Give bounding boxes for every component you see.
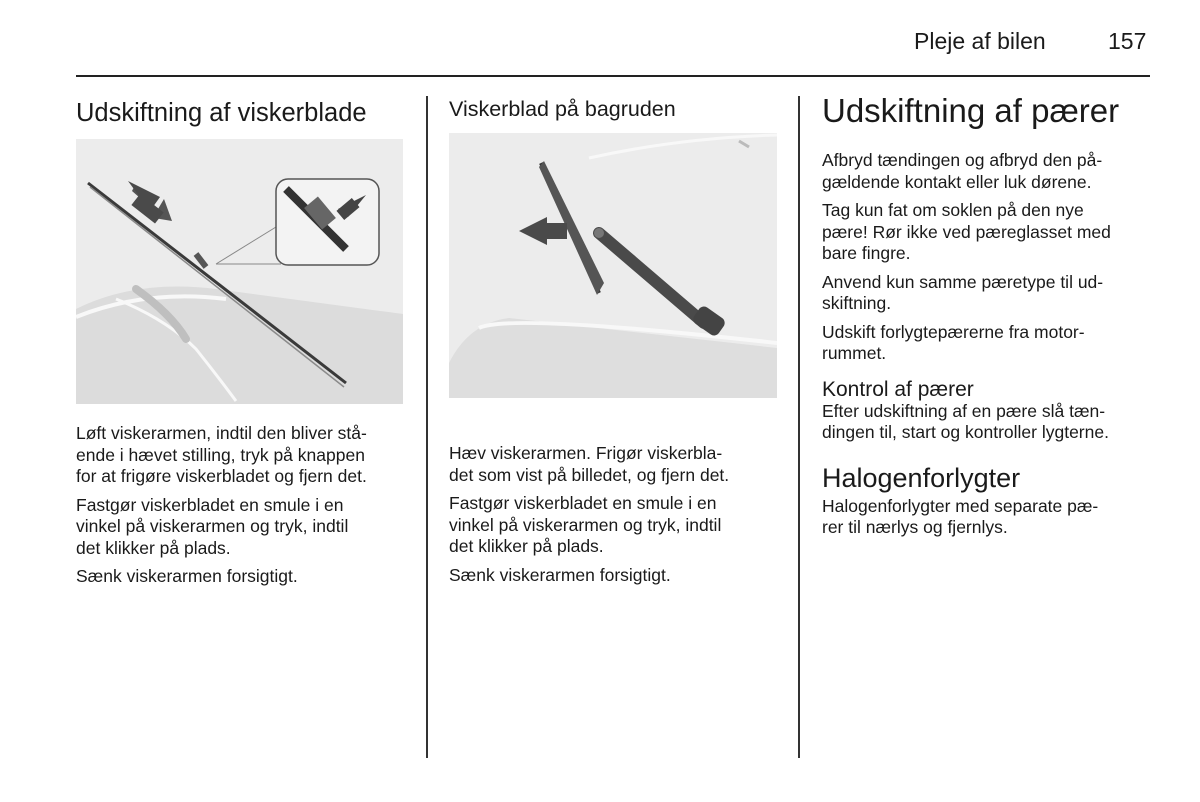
column-wiper-blades bbox=[76, 96, 406, 128]
column-bulbs bbox=[822, 92, 1162, 546]
column-rear-wiper-text bbox=[449, 443, 784, 593]
heading-halogen-headlights: Halogenforlygter bbox=[822, 462, 1021, 493]
rear-wiper-blade-removal-icon bbox=[449, 133, 777, 398]
heading-bulb-replacement: Udskiftning af pærer bbox=[822, 92, 1120, 129]
paragraph-check-lights: Efter udskiftning af en pære slå tæn- dingen til, start og kontroller lygterne. bbox=[822, 400, 1109, 442]
paragraph-lower-rear-arm: Sænk viskerarmen forsigtigt. bbox=[449, 564, 671, 585]
column-rear-wiper bbox=[449, 96, 779, 122]
rear-wiper-figure bbox=[449, 133, 777, 398]
subheading-check-bulbs: Kontrol af pærer bbox=[822, 377, 974, 401]
column-wiper-blades-text bbox=[76, 423, 411, 595]
paragraph-engine-compartment: Udskift forlygtepærerne fra motor- rummet. bbox=[822, 321, 1085, 363]
paragraph-lift-arm: Løft viskerarmen, indtil den bliver stå- ende i hævet stilling, tryk på knappen for at frigøre viskerbladet og fjern det. bbox=[76, 423, 367, 486]
running-header-title: Pleje af bilen bbox=[914, 28, 1046, 54]
paragraph-raise-arm: Hæv viskerarmen. Frigør viskerbla- det som vist på billedet, og fjern det. bbox=[449, 443, 730, 485]
paragraph-same-type: Anvend kun samme pæretype til ud- skiftning. bbox=[822, 271, 1104, 313]
paragraph-halogen: Halogenforlygter med separate pæ- rer til nærlys og fjernlys. bbox=[822, 495, 1099, 537]
front-wiper-figure bbox=[76, 139, 403, 404]
column-divider-2 bbox=[798, 96, 800, 758]
column-divider-1 bbox=[426, 96, 428, 758]
front-wiper-blade-removal-icon bbox=[76, 139, 403, 404]
page-number: 157 bbox=[1108, 28, 1147, 54]
paragraph-hold-base: Tag kun fat om soklen på den nye pære! Rør ikke ved pæreglasset med bare fingre. bbox=[822, 200, 1111, 263]
paragraph-attach-blade: Fastgør viskerbladet en smule i en vinkel på viskerarmen og tryk, indtil det klikker på plads. bbox=[76, 494, 349, 558]
heading-wiper-blades: Udskiftning af viskerblade bbox=[76, 99, 367, 127]
header-rule bbox=[76, 75, 1150, 77]
paragraph-lower-arm: Sænk viskerarmen forsigtigt. bbox=[76, 566, 298, 586]
paragraph-ignition-off: Afbryd tændingen og afbryd den på- gældende kontakt eller luk dørene. bbox=[822, 150, 1103, 192]
heading-rear-wiper: Viskerblad på bagruden bbox=[449, 97, 676, 121]
paragraph-attach-rear-blade: Fastgør viskerbladet en smule i en vinkel på viskerarmen og tryk, indtil det klikker på plads. bbox=[449, 493, 722, 556]
